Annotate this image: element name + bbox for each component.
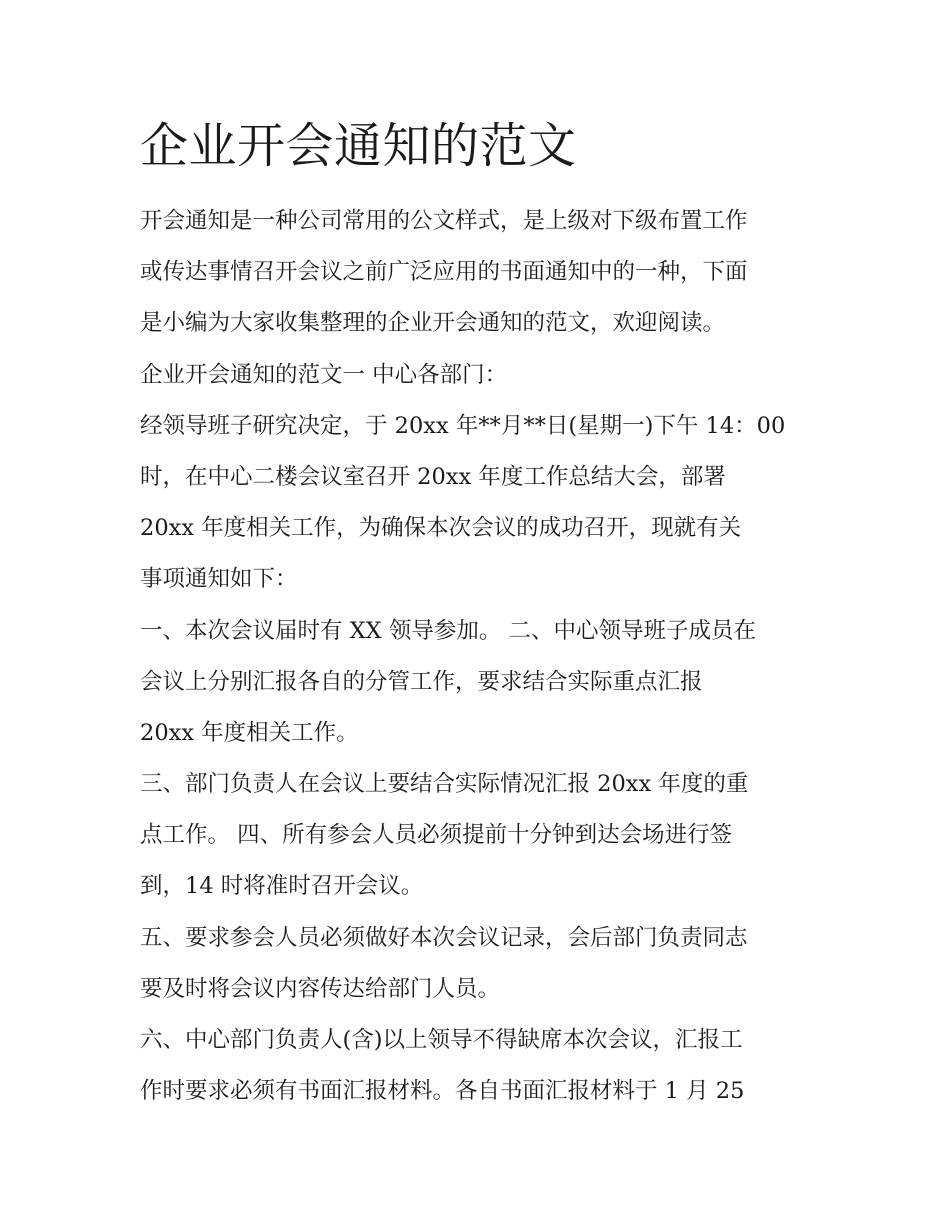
body-line: 六、中心部门负责人(含)以上领导不得缺席本次会议，汇报工 bbox=[140, 1027, 743, 1053]
body-line: 点工作。 四、所有参会人员必须提前十分钟到达会场进行签 bbox=[140, 822, 733, 849]
body-line: 企业开会通知的范文一 中心各部门： bbox=[140, 361, 508, 388]
body-line: 会议上分别汇报各自的分管工作，要求结合实际重点汇报 bbox=[140, 668, 703, 695]
body-line: 一、本次会议届时有 XX 领导参加。 二、中心领导班子成员在 bbox=[140, 617, 756, 644]
body-line: 时，在中心二楼会议室召开 20xx 年度工作总结大会，部署 bbox=[140, 463, 726, 490]
body-line: 20xx 年度相关工作，为确保本次会议的成功召开，现就有关 bbox=[140, 515, 742, 542]
body-line: 是小编为大家收集整理的企业开会通知的范文，欢迎阅读。 bbox=[140, 310, 726, 337]
body-line: 经领导班子研究决定，于 20xx 年**月**日(星期一)下午 14：00 bbox=[140, 412, 786, 439]
body-line: 五、要求参会人员必须做好本次会议记录，会后部门负责同志 bbox=[140, 924, 748, 951]
document-body bbox=[140, 196, 820, 1117]
document-title: 企业开会通知的范文 bbox=[140, 118, 577, 174]
body-line: 开会通知是一种公司常用的公文样式，是上级对下级布置工作 bbox=[140, 208, 748, 234]
body-line: 事项通知如下： bbox=[140, 566, 298, 593]
body-line: 到，14 时将准时召开会议。 bbox=[140, 873, 424, 900]
body-line: 三、部门负责人在会议上要结合实际情况汇报 20xx 年度的重 bbox=[140, 771, 749, 798]
body-line: 或传达事情召开会议之前广泛应用的书面通知中的一种，下面 bbox=[140, 259, 748, 286]
body-line: 要及时将会议内容传达给部门人员。 bbox=[140, 975, 501, 1002]
body-line: 20xx 年度相关工作。 bbox=[140, 719, 359, 746]
body-line: 作时要求必须有书面汇报材料。各自书面汇报材料于 1 月 25 bbox=[140, 1078, 745, 1105]
